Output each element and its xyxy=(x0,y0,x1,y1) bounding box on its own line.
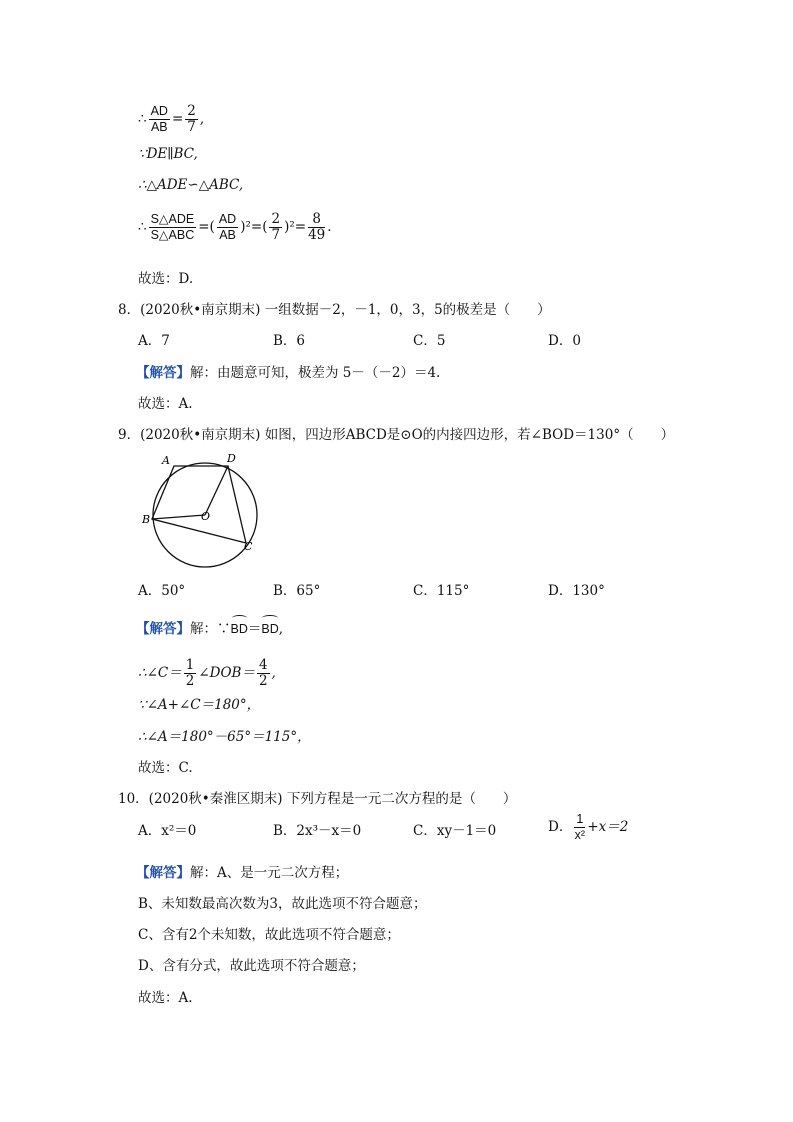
q9-option-b: B．65° xyxy=(273,583,321,599)
angle-c-prefix: ∴∠C＝ xyxy=(138,665,182,681)
therefore-symbol: ∴ xyxy=(138,219,147,235)
fraction-area xyxy=(149,212,197,243)
angle-dob: ∠DOB＝ xyxy=(198,665,255,681)
fraction-numerator: 1 xyxy=(576,812,584,826)
q9-solution xyxy=(136,619,283,639)
fraction-denominator: x² xyxy=(574,828,586,842)
label-d: D xyxy=(227,452,236,465)
fraction-denominator: 2 xyxy=(185,673,195,689)
fraction-numerator: 8 xyxy=(308,212,325,228)
quadrilateral-abcd xyxy=(152,466,246,543)
fraction-denominator: 7 xyxy=(271,227,281,243)
squared-equals: )²= xyxy=(284,219,307,235)
equals-sign: = xyxy=(171,111,184,127)
q8-option-a: A．7 xyxy=(138,333,170,349)
fraction-denominator: 2 xyxy=(258,673,268,689)
circle-quadrilateral-figure xyxy=(138,450,268,575)
solution-tag: 【解答】 xyxy=(136,865,190,881)
fraction-numerator: 2 xyxy=(271,211,281,227)
fraction-1-x2 xyxy=(574,812,585,843)
fraction-numerator: 4 xyxy=(258,657,268,673)
q9-angle-sum-line: ∵∠A+∠C＝180°， xyxy=(138,697,261,713)
arc-bd: BD xyxy=(261,619,278,639)
fraction-2-7-b xyxy=(269,212,282,243)
q8-solution xyxy=(136,363,440,383)
fraction-ad-ab-2 xyxy=(217,212,238,243)
q10-solution-c: C、含有2个未知数，故此选项不符合题意； xyxy=(138,927,400,943)
arc-bd: BD xyxy=(231,619,248,639)
fraction-numerator: 1 xyxy=(185,657,195,673)
equals-sign: =( xyxy=(198,219,215,235)
q10-solution-b: B、未知数最高次数为3，故此选项不符合题意； xyxy=(138,896,427,912)
solution-tag: 【解答】 xyxy=(136,621,190,637)
label-o: O xyxy=(201,510,211,523)
label-a: A xyxy=(162,454,170,467)
fraction-denominator: AB xyxy=(150,120,168,134)
q9-answer: 故选：C. xyxy=(138,760,193,776)
q8-option-c: C．5 xyxy=(413,333,446,349)
fraction-8-49 xyxy=(308,212,325,243)
therefore-symbol: ∴ xyxy=(138,111,147,127)
solution-prefix: 解：∵ xyxy=(190,621,231,637)
q8-option-d: D．0 xyxy=(548,333,581,349)
answer-line: 故选：D. xyxy=(138,271,194,287)
solution-text: 解：由题意可知，极差为 5－（－2）＝4. xyxy=(190,365,441,381)
q10-answer: 故选：A. xyxy=(138,990,193,1006)
fraction-2-7 xyxy=(185,104,198,135)
q9-angle-c-line xyxy=(138,658,276,689)
segment-bo xyxy=(152,515,205,519)
question-9-stem: 9．(2020秋•南京期末) 如图，四边形ABCD是⊙O的内接四边形，若∠BOD＝130°（ ） xyxy=(118,427,675,443)
period: . xyxy=(327,219,332,235)
q10-option-a: A．x²＝0 xyxy=(138,823,197,839)
q10-option-d xyxy=(548,812,628,843)
option-d-tail: +x＝2 xyxy=(587,819,629,835)
equals-sign: ＝ xyxy=(247,621,262,637)
q9-option-d: D．130° xyxy=(548,583,605,599)
fraction-denominator: S△ABC xyxy=(150,228,195,242)
option-label: D． xyxy=(548,819,573,835)
fraction-numerator: AD xyxy=(218,212,237,226)
q9-option-a: A．50° xyxy=(138,583,186,599)
fraction-denominator: 7 xyxy=(187,119,196,135)
q10-option-b: B．2x³－x＝0 xyxy=(273,823,362,839)
fraction-denominator: 49 xyxy=(308,227,326,243)
fraction-1-2 xyxy=(184,658,197,689)
fraction-4-2 xyxy=(257,658,270,689)
q9-angle-a-line: ∴∠A＝180°－65°＝115°， xyxy=(138,729,311,745)
solution-tag: 【解答】 xyxy=(136,365,190,381)
q10-solution-d: D、含有分式，故此选项不符合题意； xyxy=(138,958,365,974)
fraction-numerator: 2 xyxy=(187,103,196,119)
comma: , xyxy=(278,621,284,637)
question-8-stem: 8．(2020秋•南京期末) 一组数据－2，－1，0，3，5的极差是（ ） xyxy=(118,302,551,318)
parallel-line: ∵DE∥BC, xyxy=(138,146,198,162)
question-10-stem: 10．(2020秋•秦淮区期末) 下列方程是一元二次方程的是（ ） xyxy=(118,791,517,807)
segment-od xyxy=(205,466,228,515)
ratio-line xyxy=(138,104,204,135)
similar-triangle-line: ∴△ADE∽△ABC, xyxy=(138,177,244,193)
q10-option-c: C．xy－1＝0 xyxy=(413,823,497,839)
q9-option-c: C．115° xyxy=(413,583,470,599)
fraction-denominator: AB xyxy=(219,228,236,242)
fraction-ad-ab xyxy=(149,104,170,135)
solution-text: 解：A、是一元二次方程； xyxy=(190,865,349,881)
fraction-numerator: S△ADE xyxy=(150,212,195,226)
comma: , xyxy=(271,665,276,681)
comma: , xyxy=(199,111,205,127)
q8-option-b: B．6 xyxy=(273,333,306,349)
label-c: C xyxy=(244,540,253,553)
label-b: B xyxy=(142,513,151,526)
squared-equals: )²=( xyxy=(240,219,268,235)
q8-answer: 故选：A. xyxy=(138,396,193,412)
fraction-numerator: AD xyxy=(150,104,168,118)
area-ratio-line xyxy=(138,212,332,243)
q10-solution xyxy=(136,863,348,883)
